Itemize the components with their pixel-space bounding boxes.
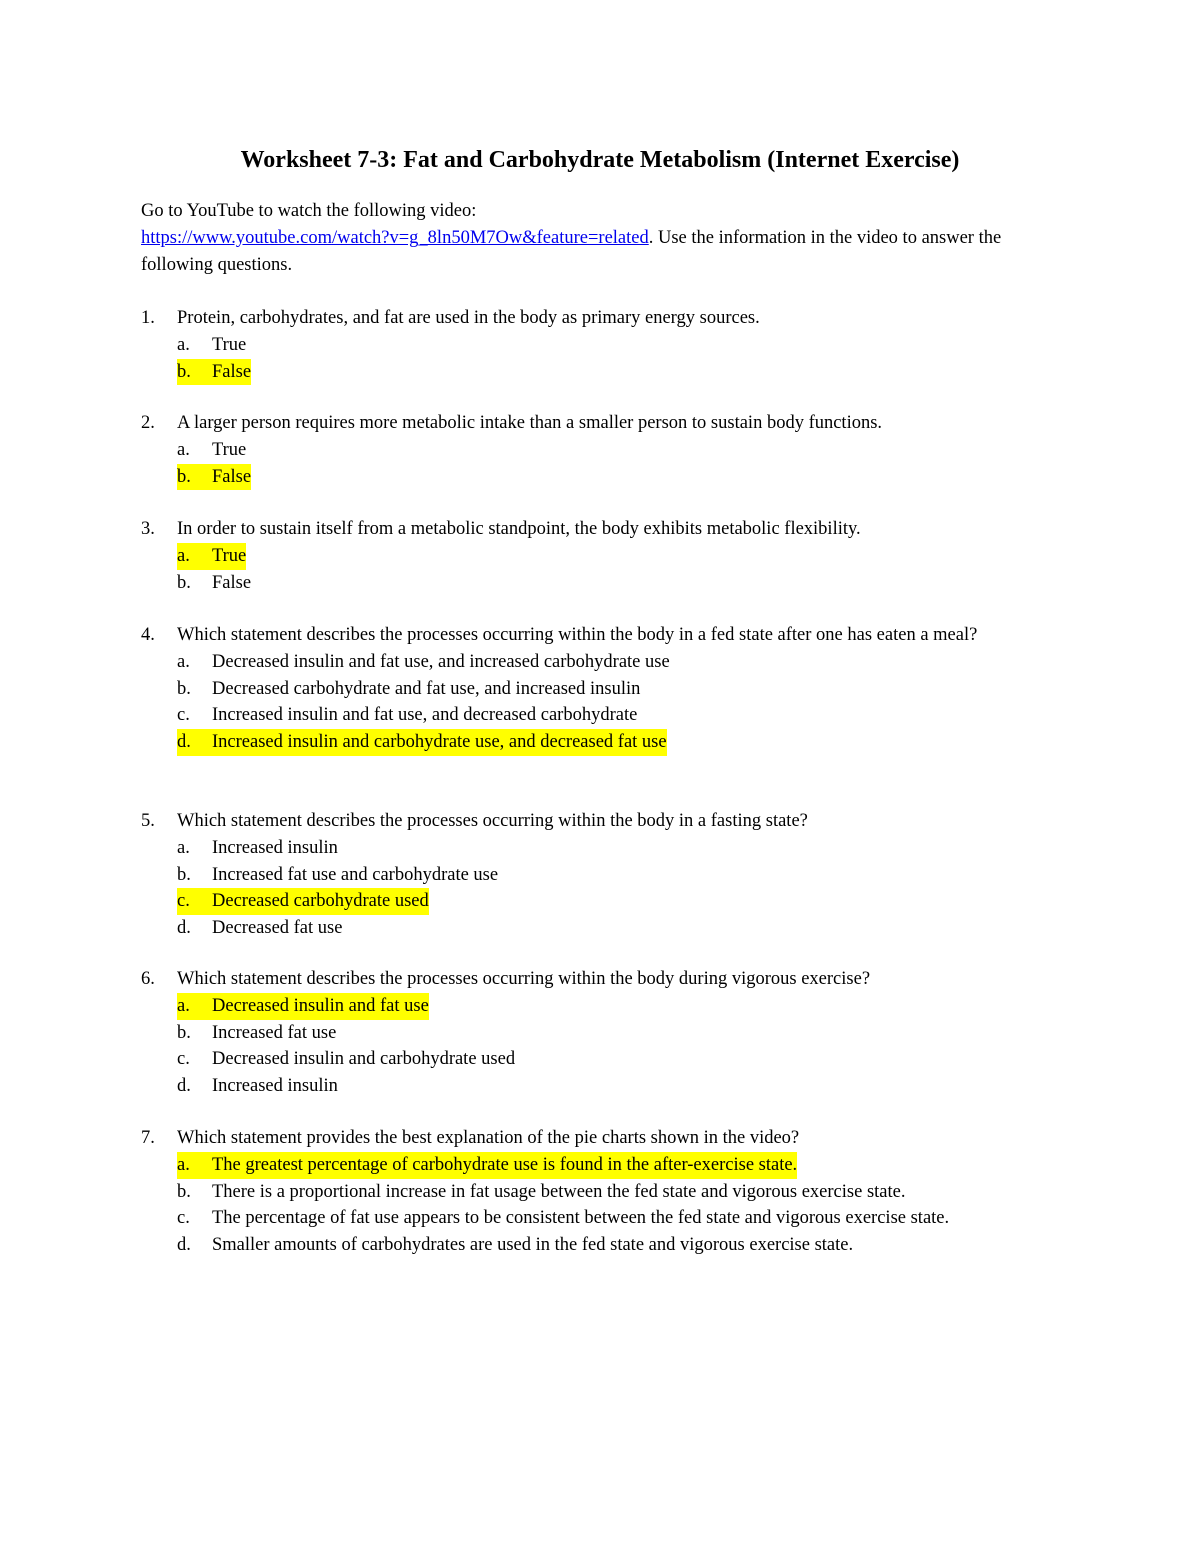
question-text: In order to sustain itself from a metabolic standpoint, the body exhibits metabolic flexibility.	[177, 519, 861, 539]
answer-option	[141, 915, 1071, 942]
answer-content	[177, 676, 640, 703]
option-text: Decreased fat use	[212, 918, 343, 939]
answer-content	[177, 1179, 905, 1206]
answer-content	[177, 915, 342, 942]
option-text: Increased insulin and fat use, and decreased carbohydrate	[212, 705, 638, 726]
answer-option	[141, 1073, 1071, 1100]
answer-content	[177, 332, 246, 359]
answer-option	[141, 888, 1071, 915]
answer-content	[177, 1205, 949, 1232]
answer-content	[177, 1073, 338, 1100]
option-text: Increased insulin	[212, 1076, 338, 1097]
answer-option	[141, 332, 1071, 359]
question-stem	[141, 808, 1071, 835]
option-text: True	[212, 545, 247, 566]
intro-paragraph	[141, 198, 1071, 278]
option-text: Decreased insulin and fat use, and increased carbohydrate use	[212, 651, 670, 672]
option-text: Decreased carbohydrate used	[212, 891, 429, 912]
answer-option	[141, 1179, 1071, 1206]
question-6	[141, 966, 1071, 1100]
option-letter: b.	[177, 1022, 191, 1043]
option-letter: a.	[177, 1154, 190, 1175]
option-letter: b.	[177, 864, 191, 885]
option-text: Increased insulin	[212, 837, 338, 858]
answer-content	[177, 1046, 515, 1073]
option-text: The greatest percentage of carbohydrate use is found in the after-exercise state.	[212, 1154, 798, 1175]
option-letter: a.	[177, 439, 190, 460]
highlighted-answer	[177, 1152, 797, 1179]
option-text: Decreased insulin and fat use	[212, 995, 429, 1016]
option-letter: b.	[177, 572, 191, 593]
answer-content	[177, 649, 670, 676]
option-letter: a.	[177, 837, 190, 858]
answer-option	[141, 543, 1071, 570]
question-number: 5.	[141, 811, 155, 831]
question-1	[141, 305, 1071, 385]
question-text: Which statement describes the processes occurring within the body in a fed state after one has eaten a meal?	[177, 625, 978, 645]
highlighted-answer	[177, 543, 246, 570]
question-3	[141, 516, 1071, 596]
option-letter: b.	[177, 678, 191, 699]
answer-content	[177, 570, 251, 597]
option-text: Increased insulin and carbohydrate use, and decreased fat use	[212, 732, 667, 753]
question-number: 1.	[141, 308, 155, 328]
option-text: There is a proportional increase in fat usage between the fed state and vigorous exercise state.	[212, 1181, 906, 1202]
intro-after-link: . Use the information in the video to answer the following questions.	[141, 227, 1002, 275]
answer-option	[141, 676, 1071, 703]
option-letter: b.	[177, 466, 191, 487]
highlighted-answer	[177, 993, 429, 1020]
answer-option	[141, 1020, 1071, 1047]
question-number: 6.	[141, 969, 155, 989]
option-letter: d.	[177, 1076, 191, 1097]
question-number: 3.	[141, 519, 155, 539]
answer-option	[141, 1046, 1071, 1073]
question-2	[141, 410, 1071, 490]
question-4	[141, 622, 1071, 756]
answer-option	[141, 862, 1071, 889]
option-text: Decreased insulin and carbohydrate used	[212, 1049, 516, 1070]
question-stem	[141, 1125, 1071, 1152]
answer-option	[141, 649, 1071, 676]
option-letter: b.	[177, 1181, 191, 1202]
answer-content	[177, 437, 246, 464]
option-text: False	[212, 572, 252, 593]
option-letter: a.	[177, 995, 190, 1016]
question-text: Protein, carbohydrates, and fat are used in the body as primary energy sources.	[177, 308, 760, 328]
answer-option	[141, 1232, 1071, 1259]
option-text: True	[212, 439, 247, 460]
option-letter: c.	[177, 705, 190, 726]
option-letter: d.	[177, 1235, 191, 1256]
question-stem	[141, 305, 1071, 332]
option-text: False	[212, 466, 252, 487]
answer-option	[141, 1205, 1071, 1232]
highlighted-answer	[177, 464, 251, 491]
question-text: Which statement describes the processes occurring within the body in a fasting state?	[177, 811, 808, 831]
option-letter: a.	[177, 651, 190, 672]
option-letter: c.	[177, 1049, 190, 1070]
answer-option	[141, 1152, 1071, 1179]
option-letter: d.	[177, 918, 191, 939]
option-letter: a.	[177, 545, 190, 566]
answer-content	[177, 1232, 853, 1259]
answer-option	[141, 993, 1071, 1020]
question-number: 2.	[141, 413, 155, 433]
question-number: 7.	[141, 1128, 155, 1148]
question-7	[141, 1125, 1071, 1259]
answer-content	[177, 835, 338, 862]
option-letter: d.	[177, 732, 191, 753]
page-title: Worksheet 7-3: Fat and Carbohydrate Metabolism (Internet Exercise)	[240, 147, 960, 173]
question-number: 4.	[141, 625, 155, 645]
answer-content	[177, 1020, 336, 1047]
question-text: Which statement provides the best explanation of the pie charts shown in the video?	[177, 1128, 800, 1148]
question-text: A larger person requires more metabolic intake than a smaller person to sustain body functions.	[177, 413, 883, 433]
answer-option	[141, 729, 1071, 756]
answer-option	[141, 359, 1071, 386]
option-letter: c.	[177, 1208, 190, 1229]
option-letter: b.	[177, 361, 191, 382]
option-text: False	[212, 361, 252, 382]
question-text: Which statement describes the processes occurring within the body during vigorous exercise?	[177, 969, 871, 989]
option-text: Increased fat use	[212, 1022, 337, 1043]
answer-content	[177, 862, 498, 889]
highlighted-answer	[177, 729, 667, 756]
highlighted-answer	[177, 359, 251, 386]
option-text: True	[212, 334, 247, 355]
option-letter: a.	[177, 334, 190, 355]
option-text: Smaller amounts of carbohydrates are used in the fed state and vigorous exercise state.	[212, 1235, 854, 1256]
question-stem	[141, 622, 1071, 649]
answer-option	[141, 835, 1071, 862]
option-text: Decreased carbohydrate and fat use, and increased insulin	[212, 678, 641, 699]
intro-text: Go to YouTube to watch the following video:	[141, 201, 477, 221]
question-stem	[141, 410, 1071, 437]
question-stem	[141, 966, 1071, 993]
option-text: Increased fat use and carbohydrate use	[212, 864, 499, 885]
answer-option	[141, 437, 1071, 464]
question-5	[141, 808, 1071, 942]
question-stem	[141, 516, 1071, 543]
answer-option	[141, 464, 1071, 491]
option-letter: c.	[177, 891, 190, 912]
video-link[interactable]: https://www.youtube.com/watch?v=g_8ln50M7Ow&feature=related	[141, 227, 649, 248]
answer-content	[177, 702, 637, 729]
option-text: The percentage of fat use appears to be consistent between the fed state and vigorous exercise state.	[212, 1208, 950, 1229]
answer-option	[141, 570, 1071, 597]
highlighted-answer	[177, 888, 429, 915]
answer-option	[141, 702, 1071, 729]
